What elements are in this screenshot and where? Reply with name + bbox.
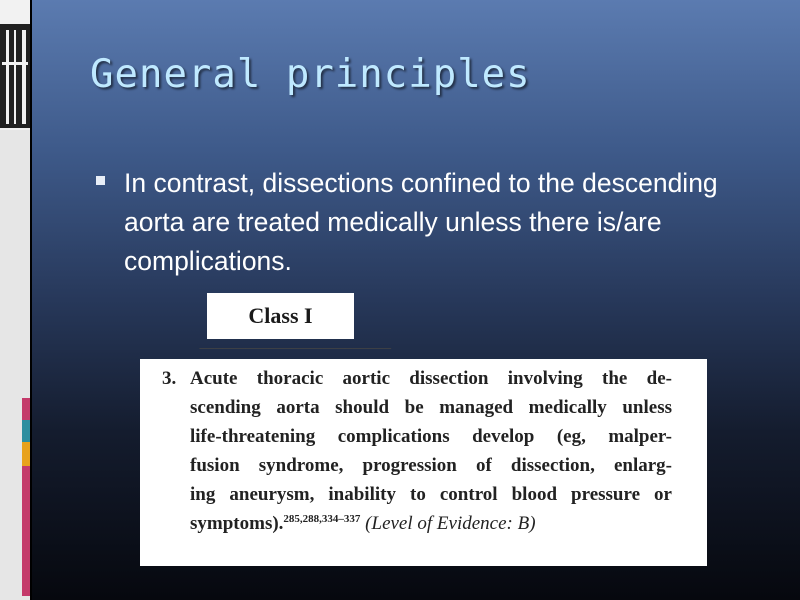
left-edge-decoration <box>0 0 32 600</box>
class-label: Class I <box>248 303 313 328</box>
recommendation-line: life-threatening complications develop (eg, malper- <box>190 426 672 447</box>
recommendation-line: Acute thoracic aortic dissection involving the de- <box>190 368 672 389</box>
recommendation-line: fusion syndrome, progression of dissection, enlarg- <box>190 455 672 476</box>
guideline-excerpt <box>140 347 707 566</box>
citation-numbers: 285,288,334–337 <box>283 513 361 525</box>
class-label-box <box>207 293 354 339</box>
level-of-evidence: (Level of Evidence: B) <box>365 513 536 534</box>
recommendation-last-text: symptoms). <box>190 513 284 534</box>
slide-title: General principles <box>90 52 531 97</box>
cropped-text-remnant: ‾‾‾‾‾‾‾‾‾‾‾‾‾‾‾‾‾‾‾‾‾‾‾‾‾ <box>200 347 392 369</box>
recommendation-last-line <box>190 513 672 535</box>
recommendation-number: 3. <box>162 368 177 389</box>
bullet-square-icon <box>96 176 105 185</box>
bullet-text: In contrast, dissections confined to the descending aorta are treated medically unless there is/are complications. <box>124 168 718 276</box>
recommendation-line: scending aorta should be managed medically unless <box>190 397 672 418</box>
recommendation-line: ing aneurysm, inability to control blood pressure or <box>190 484 672 505</box>
